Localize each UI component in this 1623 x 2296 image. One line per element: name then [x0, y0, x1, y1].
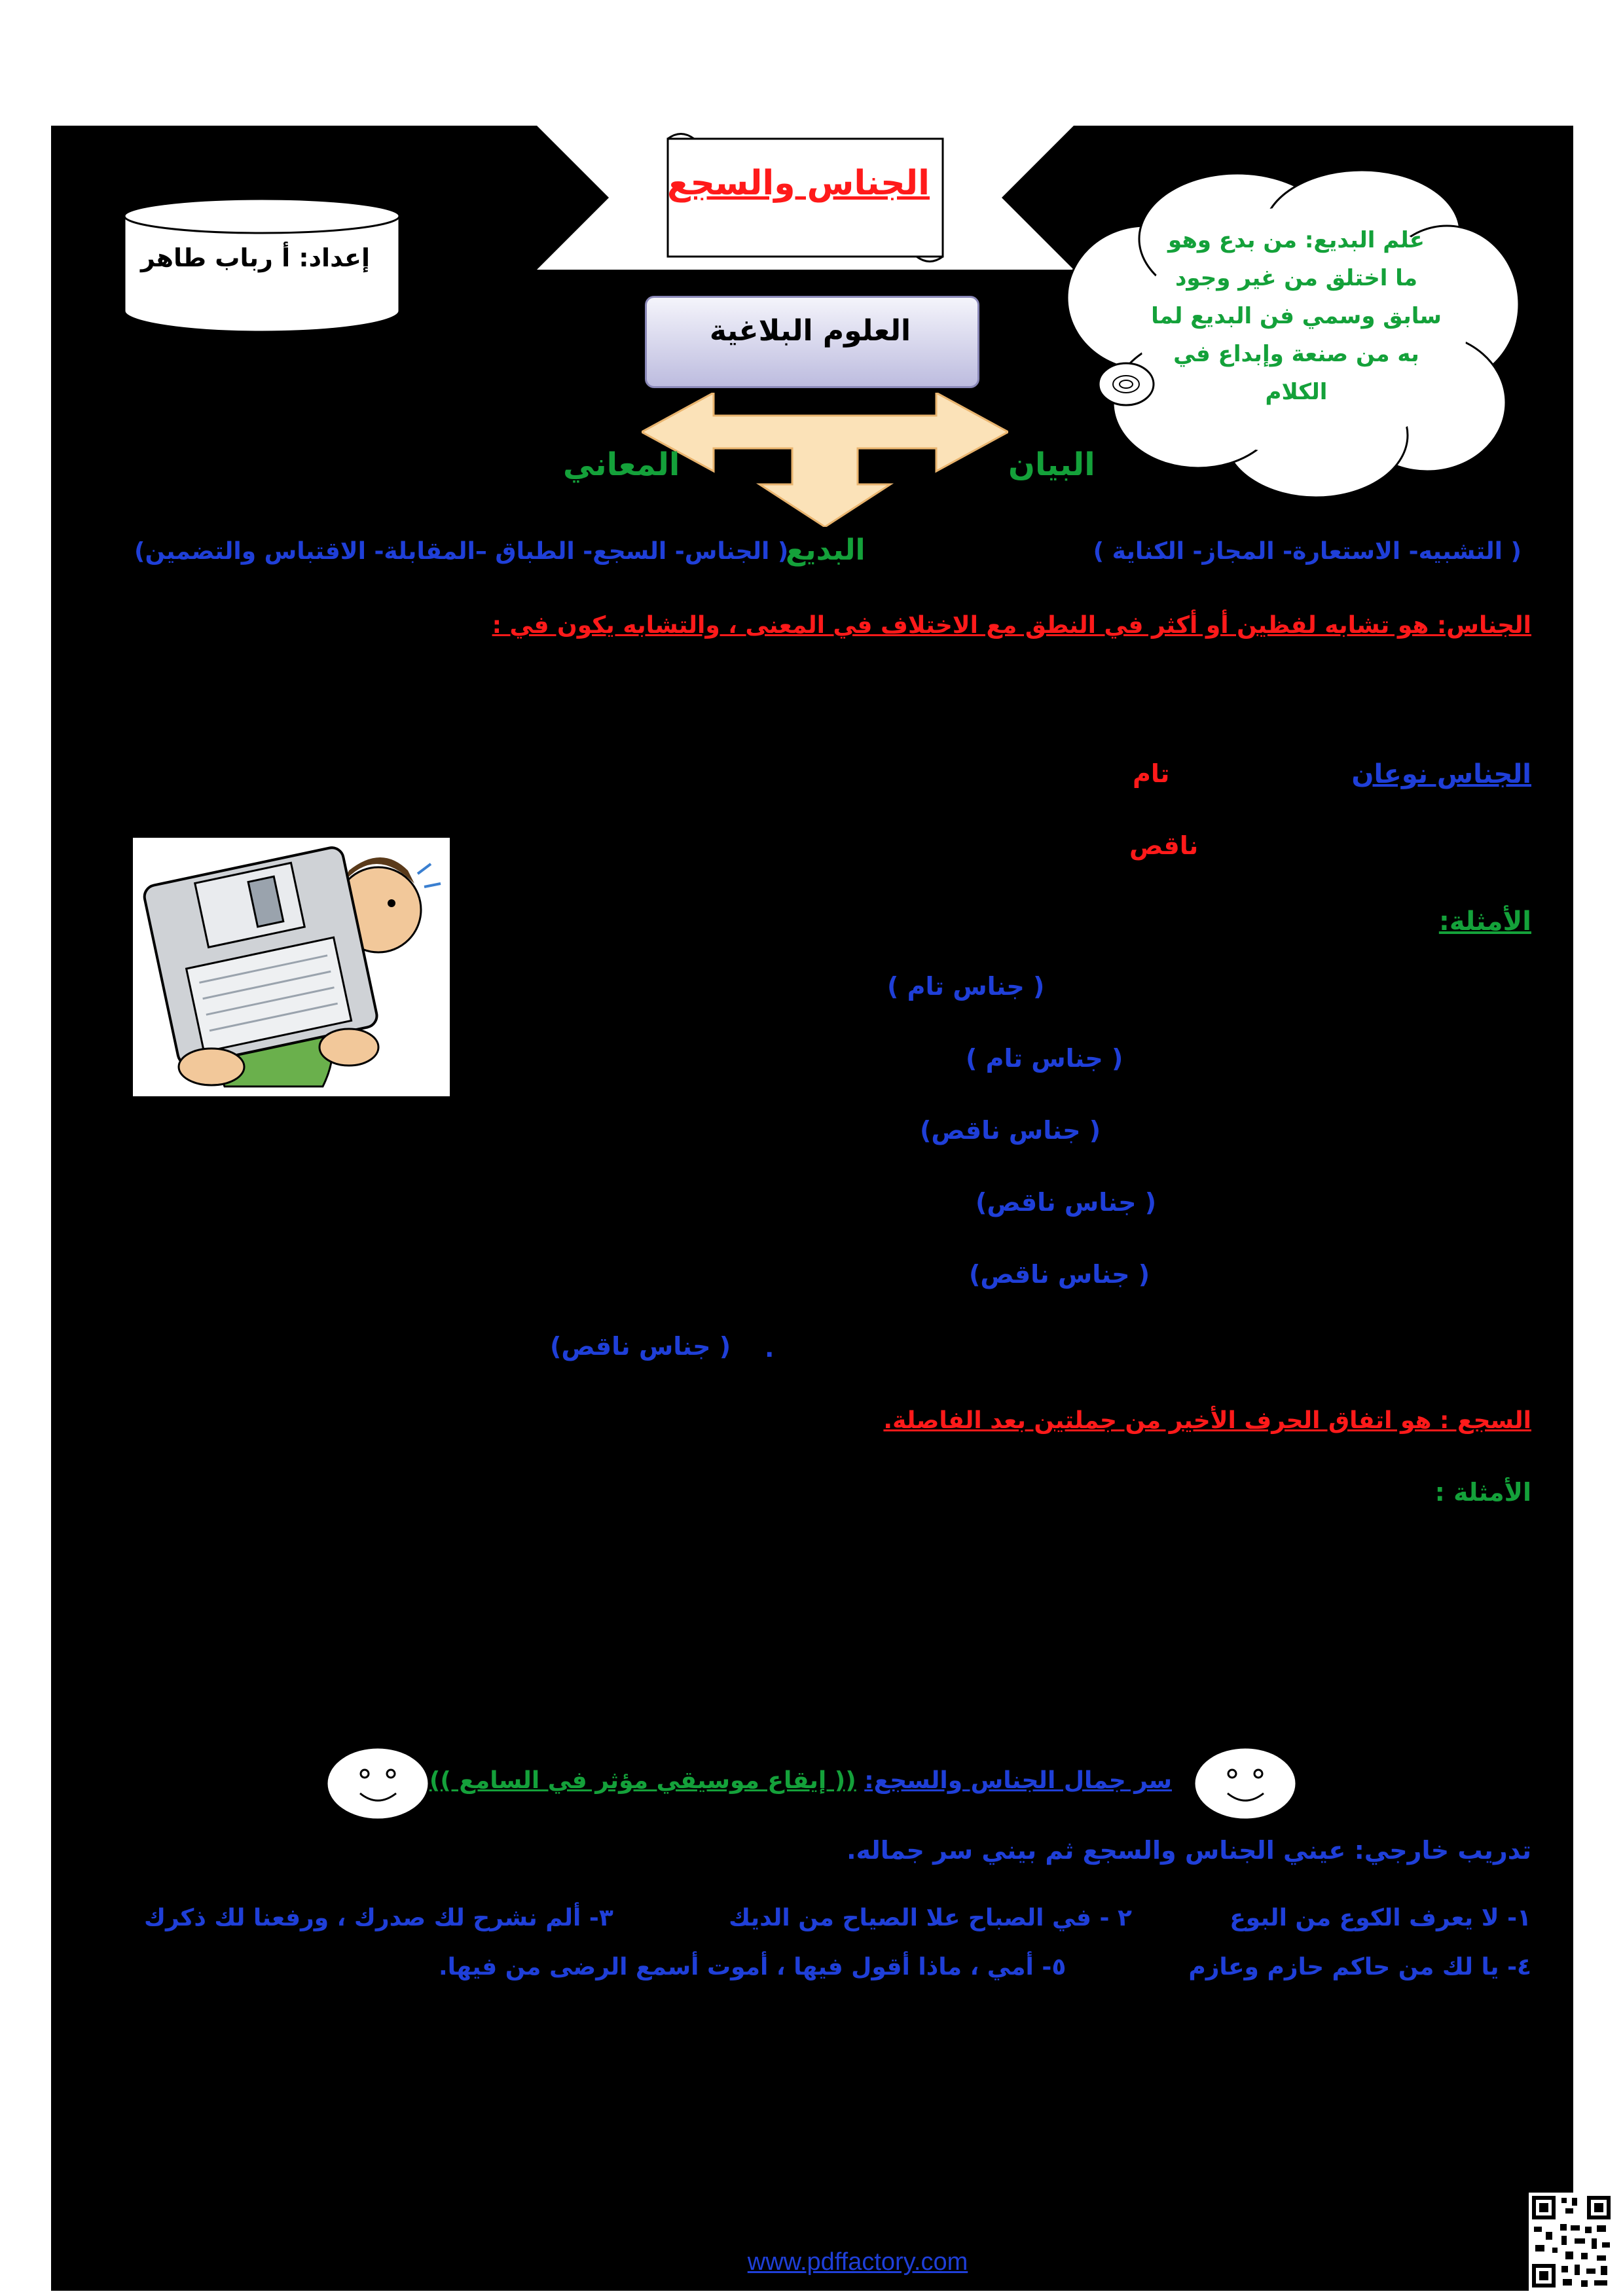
qr-code [1529, 2193, 1614, 2291]
secret-line [429, 1767, 1172, 1794]
bayan-items: ( التشبيه- الاستعارة- المجاز- الكناية ) [1093, 538, 1522, 565]
jinas-types-label: الجناس نوعان [1351, 759, 1531, 789]
secret-value: (( إيقاع موسيقي مؤثر في السامع )) [429, 1767, 856, 1794]
exercise-item-3: ٣- ألم نشرح لك صدرك ، ورفعنا لك ذكرك [144, 1905, 613, 1931]
jinas-example-3: ( جناس ناقص) [920, 1116, 1101, 1145]
jinas-definition: الجناس: هو تشابه لفظين أو أكثر في النطق مع الاختلاف في المعنى ، والتشابه يكون في : [492, 612, 1531, 639]
maani-branch: المعاني [563, 446, 680, 483]
floppy-disk-clipart [133, 838, 450, 1096]
smiley-face-icon [1192, 1744, 1300, 1823]
jinas-example-2: ( جناس تام ) [966, 1044, 1123, 1073]
cloud-line: علم البديع: من بدع وهو [1168, 227, 1425, 253]
cloud-line: به من صنعة وإبداع في [1173, 341, 1419, 367]
badi-branch: البديع [786, 533, 866, 567]
page-title: الجناس والسجع [666, 164, 930, 203]
jinas-example-6: ( جناس ناقص) [550, 1332, 731, 1361]
three-way-arrow [642, 393, 1008, 527]
jinas-type-full: تام [1133, 759, 1170, 788]
exercise-title: تدريب خارجي: عيني الجناس والسجع ثم بيني سر جماله. [847, 1836, 1531, 1865]
jinas-type-partial: ناقص [1129, 831, 1199, 860]
author-label: إعداد: أ رباب طاهر [140, 243, 370, 272]
cloud-line: ما اختلق من غير وجود [1175, 265, 1418, 291]
secret-label: سر جمال الجناس والسجع: [864, 1767, 1172, 1794]
exercise-item-5: ٥- أمي ، ماذا أقول فيها ، أموت أسمع الرضى من فيها. [439, 1954, 1067, 1981]
jinas-example-4: ( جناس ناقص) [976, 1188, 1157, 1217]
jinas-example-1: ( جناس تام ) [887, 972, 1045, 1001]
exercise-item-2: ٢ - في الصباح علا الصياح من الديك [729, 1905, 1132, 1931]
exercise-item-1: ١- لا يعرف الكوع من البوع [1230, 1905, 1531, 1931]
saj-definition: السجع : هو اتفاق الحرف الأخير من جملتين بعد الفاصلة. [883, 1407, 1531, 1434]
dot-mark: . [765, 1334, 775, 1363]
bayan-branch: البيان [1008, 446, 1095, 483]
exercise-item-4: ٤- يا لك من حاكم حازم وعازم [1188, 1954, 1531, 1981]
sciences-label: العلوم البلاغية [709, 314, 911, 348]
smiley-face-icon [324, 1744, 432, 1823]
jinas-example-5: ( جناس ناقص) [969, 1260, 1150, 1289]
cloud-text [1113, 221, 1480, 411]
saj-examples-label: الأمثلة : [1434, 1478, 1531, 1507]
footer-link[interactable]: www.pdffactory.com [747, 2248, 968, 2276]
jinas-examples-label: الأمثلة: [1438, 906, 1531, 937]
cloud-line: الكلام [1265, 379, 1328, 405]
badi-items: ( الجناس- السجع- الطباق –المقابلة- الاقتباس والتضمين) [134, 538, 789, 565]
cloud-line: سابق وسمي فن البديع لما [1151, 303, 1442, 329]
